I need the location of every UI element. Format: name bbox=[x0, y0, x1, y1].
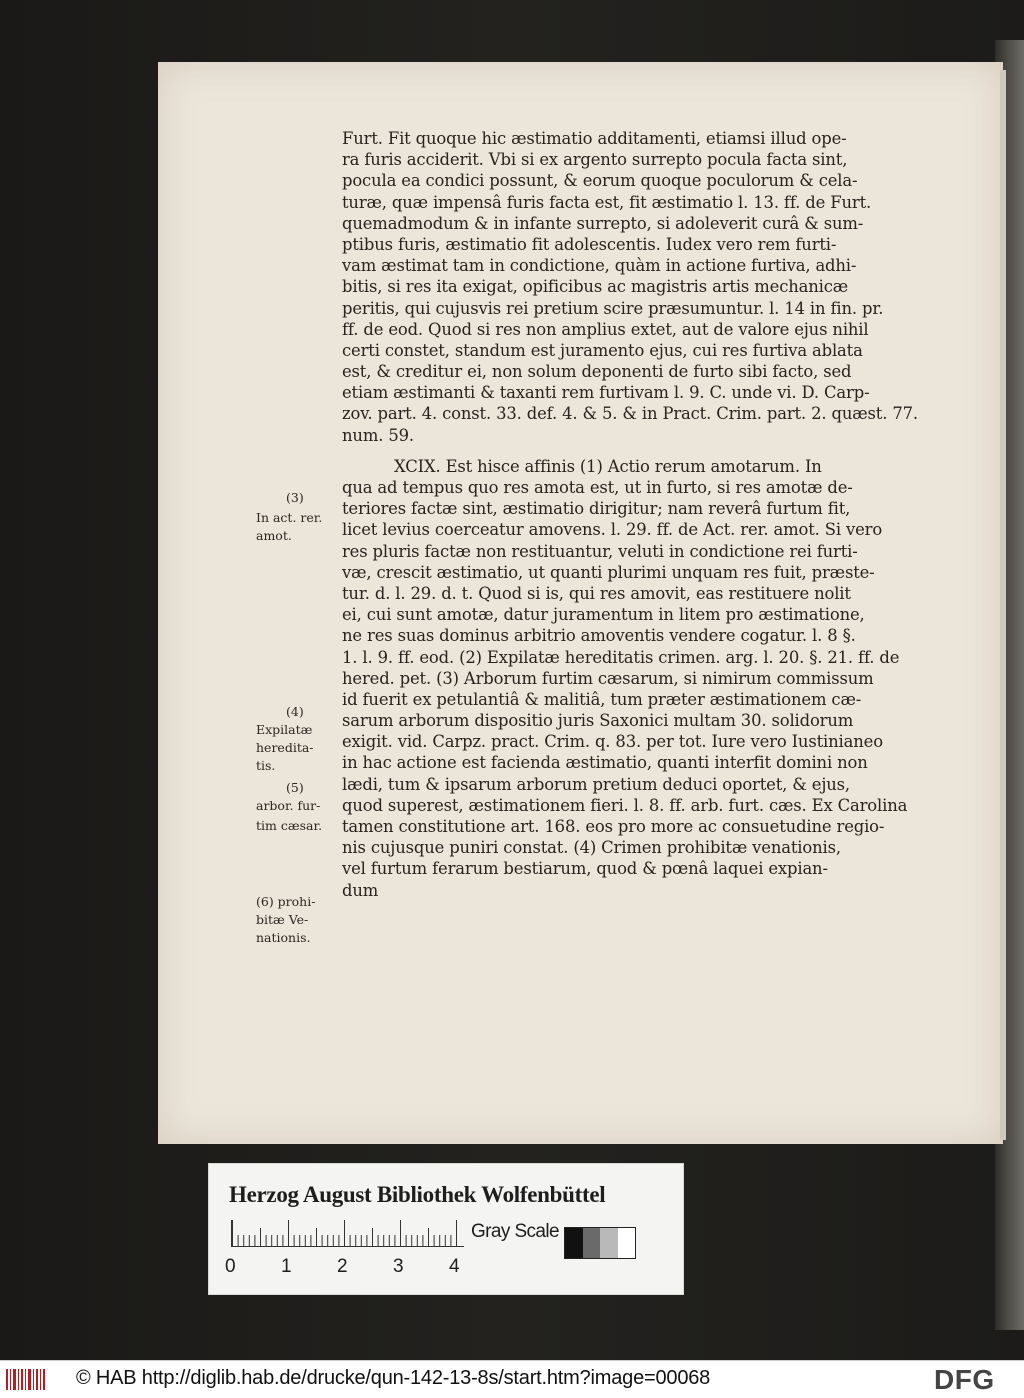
text-line: est, & creditur ei, non solum deponenti de furto sibi facto, sed bbox=[342, 362, 852, 382]
margin-note-actio-rer-amot: In act. rer. bbox=[256, 510, 323, 525]
text-line: turæ, quæ impensâ furis facta est, fit æstimatio l. 13. ff. de Furt. bbox=[342, 192, 872, 212]
library-name: Herzog August Bibliothek Wolfenbüttel bbox=[229, 1182, 606, 1207]
margin-note-nationis: nationis. bbox=[256, 930, 311, 945]
page-body-text bbox=[342, 128, 934, 901]
text-line: qua ad tempus quo res amota est, ut in furto, si res amotæ de- bbox=[342, 478, 853, 497]
text-line: quod superest, æstimationem fieri. l. 8. ff. arb. furt. cæs. Ex Carolina bbox=[342, 795, 908, 815]
margin-note-prohibitae: (6) prohi- bbox=[256, 894, 316, 909]
text-line: dum bbox=[342, 880, 379, 900]
margin-note-expilatae: Expilatæ bbox=[256, 722, 313, 737]
text-line: ne res suas dominus arbitrio amoventis vendere cogatur. l. 8 §. bbox=[342, 626, 856, 646]
ruler-number: 3 bbox=[393, 1256, 404, 1277]
ruler-ticks bbox=[232, 1220, 464, 1246]
color-scale-card bbox=[208, 1163, 684, 1295]
margin-note-number-4: (4) bbox=[286, 704, 304, 719]
text-line: pocula ea condici possunt, & eorum quoque poculorum & cela- bbox=[342, 171, 858, 191]
margin-note-tis: tis. bbox=[256, 758, 276, 773]
text-line: vel furtum ferarum bestiarum, quod & pœnâ laquei expian- bbox=[342, 859, 828, 879]
text-line: certi constet, standum est juramento ejus, cui res furtiva ablata bbox=[342, 340, 863, 360]
text-line: Furt. Fit quoque hic æstimatio additamenti, etiamsi illud ope- bbox=[342, 129, 847, 148]
text-line: etiam æstimanti & taxanti rem furtivam l. 9. C. unde vi. D. Carp- bbox=[342, 383, 870, 403]
ruler-number: 1 bbox=[281, 1256, 292, 1277]
text-line: væ, crescit æstimatio, ut quanti plurimi unquam res fuit, præste- bbox=[342, 562, 875, 582]
text-line: vam æstimat tam in condictione, quàm in actione furtiva, adhi- bbox=[342, 256, 857, 276]
barcode-icon bbox=[4, 1367, 46, 1392]
text-line: ptibus furis, æstimatio fit adolescentis. Iudex vero rem furti- bbox=[342, 234, 837, 254]
footer-url-text[interactable]: © HAB http://diglib.hab.de/drucke/qun-142-13-8s/start.htm?image=00068 bbox=[76, 1367, 711, 1389]
text-line: ff. de eod. Quod si res non amplius extet, aut de valore ejus nihil bbox=[342, 319, 869, 339]
text-line: ra furis acciderit. Vbi si ex argento surrepto pocula facta sint, bbox=[342, 150, 848, 170]
gray-swatch bbox=[618, 1228, 636, 1258]
margin-note-number-5: (5) bbox=[286, 780, 304, 795]
text-line: id fuerit ex petulantiâ & malitiâ, tum præter æstimationem cæ- bbox=[342, 689, 862, 709]
text-line: sarum arborum dispositio juris Saxonici multam 30. solidorum bbox=[342, 711, 854, 731]
text-line: hered. pet. (3) Arborum furtim cæsarum, si nimirum commissum bbox=[342, 668, 874, 688]
dfg-logo: DFG bbox=[934, 1364, 995, 1395]
ruler-numbers bbox=[225, 1256, 485, 1278]
text-line: exigit. vid. Carpz. pract. Crim. q. 83. per tot. Iure vero Iustinianeo bbox=[342, 732, 883, 752]
text-line: lædi, tum & ipsarum arborum pretium deduci oportet, & ejus, bbox=[342, 774, 850, 794]
text-line: teriores factæ sint, æstimatio dirigitur; nam reverâ furtum fit, bbox=[342, 499, 851, 519]
page-edge-shadow bbox=[1000, 70, 1006, 1140]
text-line: licet levius coerceatur amovens. l. 29. ff. de Act. rer. amot. Si vero bbox=[342, 520, 883, 540]
text-line: bitis, si res ita exigat, opificibus ac magistris artis mechanicæ bbox=[342, 277, 849, 297]
text-line: res pluris factæ non restituantur, veluti in condictione rei furti- bbox=[342, 541, 858, 561]
text-line: zov. part. 4. const. 33. def. 4. & 5. & in Pract. Crim. part. 2. quæst. 77. bbox=[342, 404, 918, 424]
margin-note-hereditatis: heredita- bbox=[256, 740, 314, 755]
ruler-scale bbox=[231, 1220, 464, 1247]
margin-note-number-3: (3) bbox=[286, 490, 304, 505]
text-line: peritis, qui cujusvis rei pretium scire præsumuntur. l. 14 in fin. pr. bbox=[342, 298, 884, 318]
text-line: tamen constitutione art. 168. eos pro more ac consuetudine regio- bbox=[342, 817, 885, 836]
text-line: nis cujusque puniri constat. (4) Crimen prohibitæ venationis, bbox=[342, 838, 841, 858]
text-line: ei, cui sunt amotæ, datur juramentum in litem pro æstimatione, bbox=[342, 605, 865, 625]
margin-note-arbor-fur: arbor. fur- bbox=[256, 798, 321, 813]
margin-note-tim-caesar: tim cæsar. bbox=[256, 818, 323, 833]
text-line: XCIX. Est hisce affinis (1) Actio rerum amotarum. In bbox=[394, 456, 822, 476]
text-line: in hac actione est facienda æstimatio, quanti interfit domini non bbox=[342, 753, 868, 773]
margin-note-actio-rer-amot-cont: amot. bbox=[256, 528, 292, 543]
gray-scale-swatches bbox=[564, 1227, 636, 1259]
ruler-number: 2 bbox=[337, 1256, 348, 1277]
text-line: num. 59. bbox=[342, 425, 414, 445]
text-line: quemadmodum & in infante surrepto, si adoleverit curâ & sum- bbox=[342, 213, 864, 233]
ruler-number: 4 bbox=[449, 1256, 460, 1277]
gray-swatch bbox=[565, 1228, 583, 1258]
gray-swatch bbox=[600, 1228, 618, 1258]
text-line: 1. l. 9. ff. eod. (2) Expilatæ hereditatis crimen. arg. l. 20. §. 21. ff. de bbox=[342, 647, 900, 667]
gray-scale-label: Gray Scale bbox=[471, 1221, 559, 1242]
ruler-number: 0 bbox=[225, 1256, 236, 1277]
margin-note-bitae-ve: bitæ Ve- bbox=[256, 912, 309, 927]
gray-swatch bbox=[583, 1228, 601, 1258]
footer-bar bbox=[0, 1360, 1024, 1398]
text-line: tur. d. l. 29. d. t. Quod si is, qui res amovit, eas restituere nolit bbox=[342, 583, 851, 603]
